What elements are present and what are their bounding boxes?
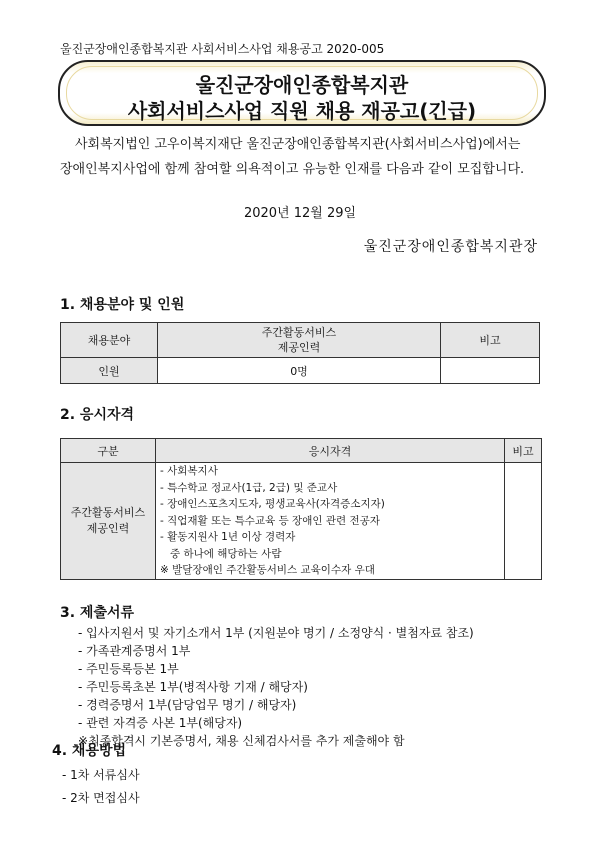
method-item: - 1차 서류심사 [62, 768, 140, 782]
section-heading-2: 2. 응시자격 [60, 407, 135, 423]
document-header: 울진군장애인종합복지관 사회서비스사업 채용공고 2020-005 [60, 42, 385, 56]
table1-header-service-line1: 주간활동서비스 [261, 326, 337, 339]
qualification-item: - 특수학교 정교사(1급, 2급) 및 준교사 [160, 481, 338, 494]
organization-head: 울진군장애인종합복지관장 [363, 239, 538, 255]
table2-header-qualification: 응시자격 [156, 439, 505, 463]
table1-row-value: 0명 [158, 358, 441, 384]
table1-header-note: 비고 [441, 323, 540, 358]
document-item: - 관련 자격증 사본 1부(해당자) [78, 716, 243, 730]
table2-type-cell [61, 463, 156, 580]
qualification-item: - 사회복지사 [160, 465, 218, 477]
section-heading-1: 1. 채용분야 및 인원 [60, 297, 185, 313]
intro-paragraph [60, 132, 546, 182]
qualification-note: ※ 발달장애인 주간활동서비스 교육이수자 우대 [160, 564, 375, 576]
intro-line-1: 사회복지법인 고우이복지재단 울진군장애인종합복지관(사회서비스사업)에서는 [75, 137, 521, 152]
document-note: ※최종합격시 기본증명서, 채용 신체검사서를 추가 제출해야 함 [78, 734, 405, 748]
table1-header-service [158, 323, 441, 358]
section-heading-3: 3. 제출서류 [60, 605, 135, 621]
document-item: - 가족관계증명서 1부 [78, 644, 191, 658]
document-item: - 주민등록초본 1부(병적사항 기재 / 해당자) [78, 680, 308, 694]
intro-line-2: 장애인복지사업에 함께 참여할 의욕적이고 유능한 인재를 다음과 같이 모집합니다. [60, 162, 525, 177]
title-line-2: 사회서비스사업 직원 채용 재공고(긴급) [127, 99, 477, 123]
title-line-1: 울진군장애인종합복지관 [195, 73, 409, 97]
table1-header-service-line2: 제공인력 [277, 341, 321, 354]
table1-row-note [441, 358, 540, 384]
document-item: - 경력증명서 1부(담당업무 명기 / 해당자) [78, 698, 297, 712]
recruitment-table [60, 322, 540, 384]
title-banner [58, 60, 546, 126]
document-item: - 주민등록등본 1부 [78, 662, 179, 676]
table2-qualification-list [156, 463, 505, 580]
table1-row-label: 인원 [61, 358, 158, 384]
method-list [62, 764, 140, 810]
method-item: - 2차 면접심사 [62, 791, 140, 805]
qualification-item: - 직업재활 또는 특수교육 등 장애인 관련 전공자 [160, 514, 380, 527]
qualification-item: 중 하나에 해당하는 사람 [160, 547, 282, 560]
table2-note-cell [505, 463, 542, 580]
document-item: - 입사지원서 및 자기소개서 1부 (지원분야 명기 / 소정양식 · 별첨자료 참조) [78, 626, 474, 640]
document-list [78, 624, 474, 750]
table1-header-field: 채용분야 [61, 323, 158, 358]
qualification-table [60, 438, 542, 580]
table2-type-line1: 주간활동서비스 [70, 505, 146, 519]
qualification-item: - 활동지원사 1년 이상 경력자 [160, 531, 296, 543]
section-heading-4: 4. 채용방법 [52, 743, 127, 759]
table2-type-line2: 제공인력 [86, 521, 130, 535]
table2-header-note: 비고 [505, 439, 542, 463]
announcement-date: 2020년 12월 29일 [243, 206, 357, 221]
qualification-item: - 장애인스포츠지도자, 평생교육사(자격증소지자) [160, 498, 385, 510]
table2-header-type: 구분 [61, 439, 156, 463]
